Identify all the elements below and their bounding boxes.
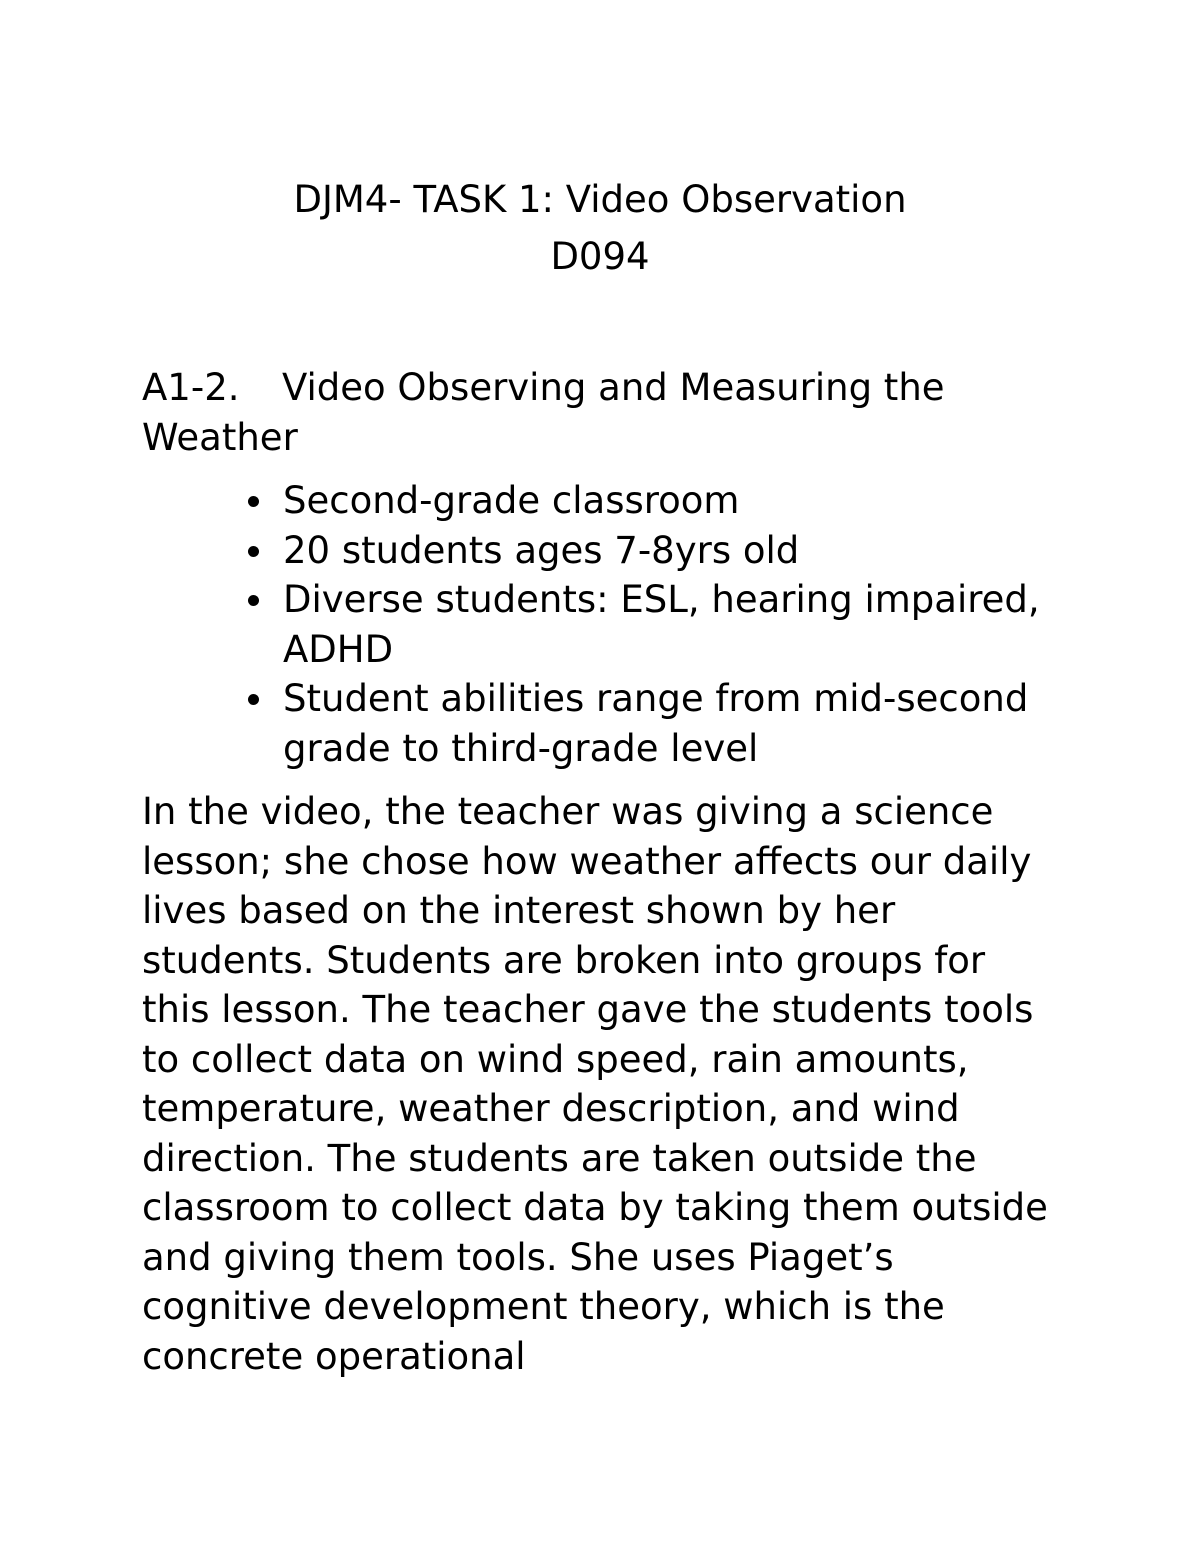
- bullet-icon: [248, 546, 259, 557]
- list-item-text: Diverse students: ESL, hearing impaired, ADHD: [283, 578, 1040, 671]
- section-title: Video Observing and Measuring the Weather: [142, 366, 945, 459]
- section-heading: [142, 363, 1062, 462]
- list-item-text: 20 students ages 7-8yrs old: [283, 528, 800, 572]
- bullet-icon: [248, 694, 259, 705]
- list-item-text: Student abilities range from mid-second grade to third-grade level: [283, 677, 1029, 770]
- document-course-code: D094: [550, 235, 650, 278]
- body-paragraph: In the video, the teacher was giving a science lesson; she chose how weather affects our daily lives based on the interest shown by her students. Students are broken into groups for this lesson. The teacher gave the students tools to collect data on wind speed, rain amounts, temperature, weather description, and wind direction. The students are taken outside the classroom to collect data by taking them outside and giving them tools. She uses Piaget’s cognitive development theory, which is the concrete operational: [142, 790, 1048, 1378]
- document-title: DJM4- TASK 1: Video Observation: [293, 178, 907, 221]
- list-item-text: Second-grade classroom: [283, 479, 740, 522]
- bullet-icon: [248, 496, 259, 507]
- document-body: [142, 363, 1062, 1381]
- list-item: [283, 674, 1062, 773]
- bullet-icon: [248, 595, 259, 606]
- list-item: [283, 575, 1062, 674]
- section-label: A1-2.: [142, 366, 240, 409]
- list-item: [283, 526, 1062, 576]
- bullet-list: [142, 476, 1062, 773]
- list-item: [283, 476, 1062, 526]
